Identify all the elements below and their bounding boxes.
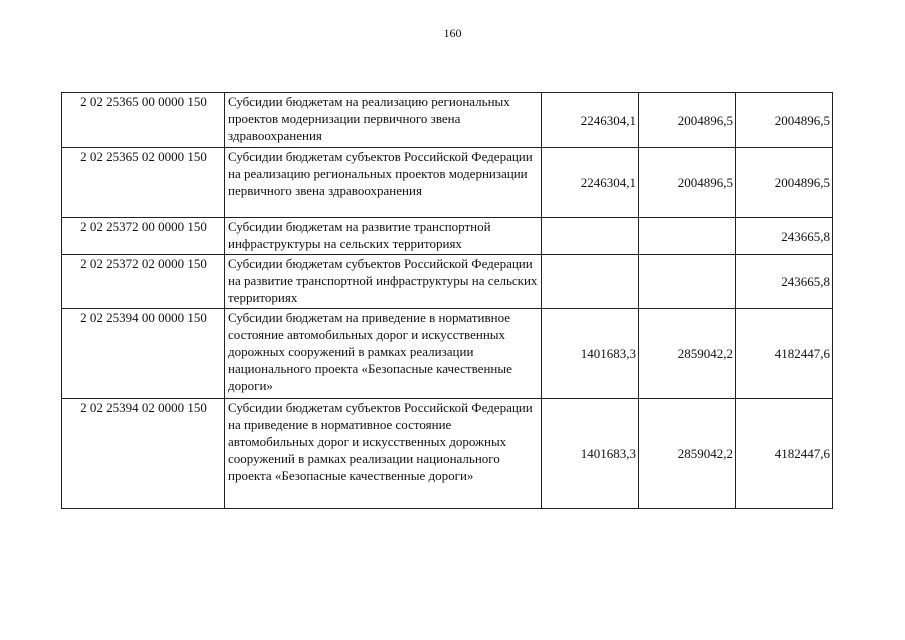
amount-year-1: 1401683,3 xyxy=(542,399,639,509)
amount-year-3: 2004896,5 xyxy=(736,148,833,218)
budget-code: 2 02 25365 02 0000 150 xyxy=(62,148,225,218)
amount-year-1: 1401683,3 xyxy=(542,309,639,399)
page-number: 160 xyxy=(443,26,462,40)
budget-code: 2 02 25365 00 0000 150 xyxy=(62,93,225,148)
amount-year-1: 2246304,1 xyxy=(542,93,639,148)
budget-code: 2 02 25394 00 0000 150 xyxy=(62,309,225,399)
amount-year-2: 2004896,5 xyxy=(639,148,736,218)
amount-year-3: 243665,8 xyxy=(736,218,833,255)
budget-revenue-table xyxy=(61,92,833,509)
table-row xyxy=(62,93,833,148)
revenue-name: Субсидии бюджетам субъектов Российской Федерации на развитие транспортной инфраструктуры на сельских территориях xyxy=(225,255,542,309)
amount-year-1 xyxy=(542,218,639,255)
amount-year-2 xyxy=(639,255,736,309)
amount-year-3: 4182447,6 xyxy=(736,309,833,399)
revenue-name: Субсидии бюджетам на развитие транспортной инфраструктуры на сельских территориях xyxy=(225,218,542,255)
amount-year-3: 4182447,6 xyxy=(736,399,833,509)
revenue-name: Субсидии бюджетам на реализацию региональных проектов модернизации первичного звена здравоохранения xyxy=(225,93,542,148)
table-row xyxy=(62,309,833,399)
amount-year-1: 2246304,1 xyxy=(542,148,639,218)
budget-code: 2 02 25372 02 0000 150 xyxy=(62,255,225,309)
amount-year-2: 2004896,5 xyxy=(639,93,736,148)
table-row xyxy=(62,255,833,309)
amount-year-2: 2859042,2 xyxy=(639,309,736,399)
amount-year-1 xyxy=(542,255,639,309)
budget-code: 2 02 25372 00 0000 150 xyxy=(62,218,225,255)
table-row xyxy=(62,148,833,218)
amount-year-2: 2859042,2 xyxy=(639,399,736,509)
revenue-name: Субсидии бюджетам субъектов Российской Федерации на реализацию региональных проектов модернизации первичного звена здравоохранения xyxy=(225,148,542,218)
table-row xyxy=(62,218,833,255)
amount-year-2 xyxy=(639,218,736,255)
amount-year-3: 2004896,5 xyxy=(736,93,833,148)
table-row xyxy=(62,399,833,509)
revenue-name: Субсидии бюджетам субъектов Российской Федерации на приведение в нормативное состояние автомобильных дорог и искусственных дорожных сооружений в рамках реализации национального проекта «Безопасные качественные дороги» xyxy=(225,399,542,509)
revenue-name: Субсидии бюджетам на приведение в нормативное состояние автомобильных дорог и искусственных дорожных сооружений в рамках реализации национального проекта «Безопасные качественные дороги» xyxy=(225,309,542,399)
budget-code: 2 02 25394 02 0000 150 xyxy=(62,399,225,509)
amount-year-3: 243665,8 xyxy=(736,255,833,309)
